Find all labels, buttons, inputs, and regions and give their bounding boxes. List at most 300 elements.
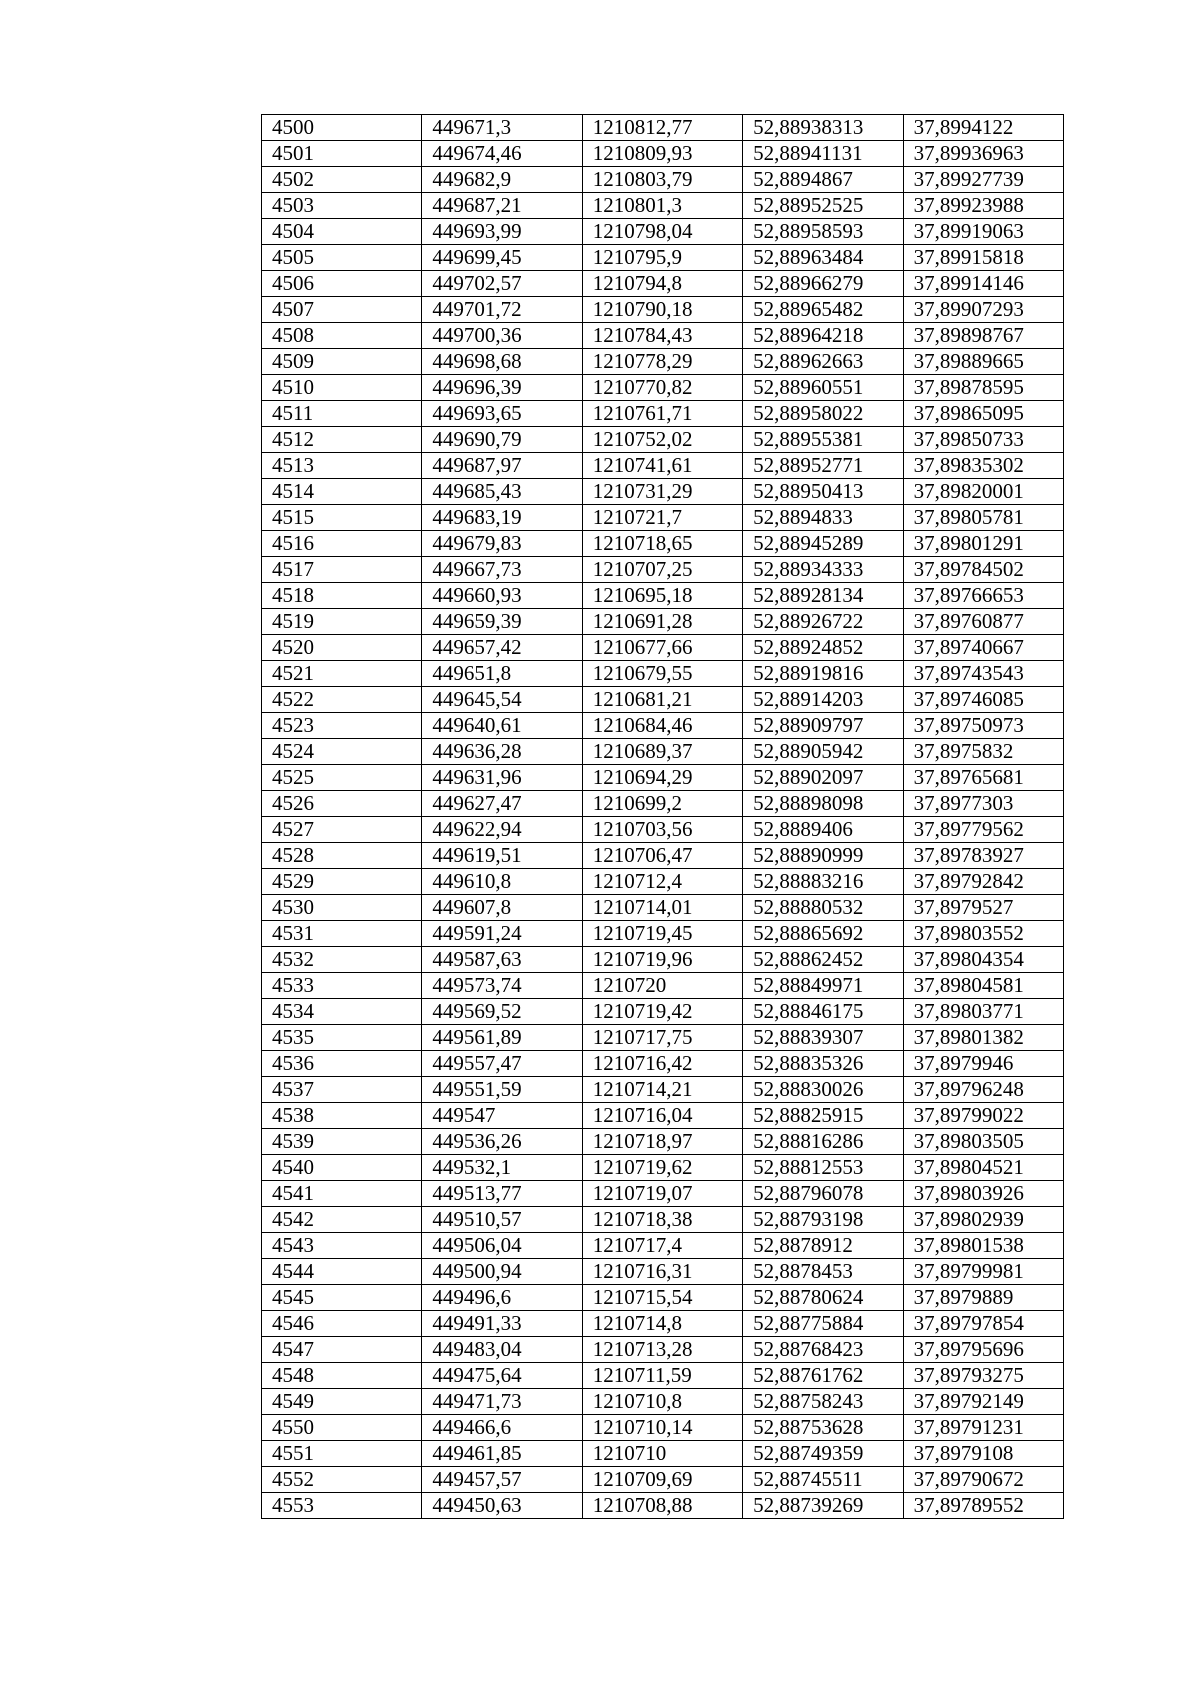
x-coordinate-cell: 449619,51 [422, 843, 582, 869]
y-coordinate-cell: 1210721,7 [582, 505, 742, 531]
x-coordinate-cell: 449622,94 [422, 817, 582, 843]
x-coordinate-cell: 449660,93 [422, 583, 582, 609]
y-coordinate-cell: 1210708,88 [582, 1493, 742, 1519]
x-coordinate-cell: 449671,3 [422, 115, 582, 141]
x-coordinate-cell: 449532,1 [422, 1155, 582, 1181]
latitude-cell: 52,88902097 [743, 765, 903, 791]
y-coordinate-cell: 1210710,8 [582, 1389, 742, 1415]
table-row [262, 687, 1064, 713]
table-row [262, 505, 1064, 531]
x-coordinate-cell: 449496,6 [422, 1285, 582, 1311]
latitude-cell: 52,88965482 [743, 297, 903, 323]
point-number-cell: 4526 [262, 791, 422, 817]
longitude-cell: 37,8979108 [903, 1441, 1063, 1467]
latitude-cell: 52,88880532 [743, 895, 903, 921]
longitude-cell: 37,89791231 [903, 1415, 1063, 1441]
x-coordinate-cell: 449569,52 [422, 999, 582, 1025]
point-number-cell: 4540 [262, 1155, 422, 1181]
latitude-cell: 52,88924852 [743, 635, 903, 661]
y-coordinate-cell: 1210795,9 [582, 245, 742, 271]
longitude-cell: 37,8979889 [903, 1285, 1063, 1311]
latitude-cell: 52,88962663 [743, 349, 903, 375]
latitude-cell: 52,88950413 [743, 479, 903, 505]
latitude-cell: 52,88964218 [743, 323, 903, 349]
latitude-cell: 52,88846175 [743, 999, 903, 1025]
longitude-cell: 37,8975832 [903, 739, 1063, 765]
longitude-cell: 37,89803505 [903, 1129, 1063, 1155]
table-row [262, 453, 1064, 479]
x-coordinate-cell: 449491,33 [422, 1311, 582, 1337]
x-coordinate-cell: 449687,21 [422, 193, 582, 219]
latitude-cell: 52,88934333 [743, 557, 903, 583]
latitude-cell: 52,88825915 [743, 1103, 903, 1129]
longitude-cell: 37,89898767 [903, 323, 1063, 349]
point-number-cell: 4542 [262, 1207, 422, 1233]
longitude-cell: 37,89789552 [903, 1493, 1063, 1519]
longitude-cell: 37,89805781 [903, 505, 1063, 531]
latitude-cell: 52,88955381 [743, 427, 903, 453]
table-row [262, 479, 1064, 505]
table-row [262, 557, 1064, 583]
table-row [262, 999, 1064, 1025]
longitude-cell: 37,89760877 [903, 609, 1063, 635]
point-number-cell: 4517 [262, 557, 422, 583]
latitude-cell: 52,8878912 [743, 1233, 903, 1259]
longitude-cell: 37,89919063 [903, 219, 1063, 245]
table-row [262, 947, 1064, 973]
table-row [262, 1207, 1064, 1233]
longitude-cell: 37,89795696 [903, 1337, 1063, 1363]
table-row [262, 1363, 1064, 1389]
x-coordinate-cell: 449636,28 [422, 739, 582, 765]
point-number-cell: 4545 [262, 1285, 422, 1311]
longitude-cell: 37,89792842 [903, 869, 1063, 895]
latitude-cell: 52,88958022 [743, 401, 903, 427]
y-coordinate-cell: 1210716,31 [582, 1259, 742, 1285]
latitude-cell: 52,88758243 [743, 1389, 903, 1415]
latitude-cell: 52,88796078 [743, 1181, 903, 1207]
y-coordinate-cell: 1210715,54 [582, 1285, 742, 1311]
latitude-cell: 52,8894833 [743, 505, 903, 531]
table-row [262, 1077, 1064, 1103]
longitude-cell: 37,89740667 [903, 635, 1063, 661]
longitude-cell: 37,89743543 [903, 661, 1063, 687]
y-coordinate-cell: 1210784,43 [582, 323, 742, 349]
table-row [262, 1441, 1064, 1467]
y-coordinate-cell: 1210691,28 [582, 609, 742, 635]
table-row [262, 1285, 1064, 1311]
table-row [262, 349, 1064, 375]
longitude-cell: 37,89801382 [903, 1025, 1063, 1051]
table-row [262, 193, 1064, 219]
longitude-cell: 37,89865095 [903, 401, 1063, 427]
latitude-cell: 52,88753628 [743, 1415, 903, 1441]
x-coordinate-cell: 449651,8 [422, 661, 582, 687]
x-coordinate-cell: 449690,79 [422, 427, 582, 453]
table-row [262, 1181, 1064, 1207]
table-row [262, 1415, 1064, 1441]
y-coordinate-cell: 1210714,01 [582, 895, 742, 921]
table-row [262, 219, 1064, 245]
point-number-cell: 4527 [262, 817, 422, 843]
latitude-cell: 52,88919816 [743, 661, 903, 687]
x-coordinate-cell: 449696,39 [422, 375, 582, 401]
y-coordinate-cell: 1210684,46 [582, 713, 742, 739]
y-coordinate-cell: 1210719,45 [582, 921, 742, 947]
y-coordinate-cell: 1210718,38 [582, 1207, 742, 1233]
y-coordinate-cell: 1210778,29 [582, 349, 742, 375]
latitude-cell: 52,88812553 [743, 1155, 903, 1181]
point-number-cell: 4538 [262, 1103, 422, 1129]
latitude-cell: 52,88941131 [743, 141, 903, 167]
x-coordinate-cell: 449687,97 [422, 453, 582, 479]
point-number-cell: 4551 [262, 1441, 422, 1467]
longitude-cell: 37,89803771 [903, 999, 1063, 1025]
x-coordinate-cell: 449674,46 [422, 141, 582, 167]
y-coordinate-cell: 1210689,37 [582, 739, 742, 765]
y-coordinate-cell: 1210707,25 [582, 557, 742, 583]
y-coordinate-cell: 1210790,18 [582, 297, 742, 323]
x-coordinate-cell: 449698,68 [422, 349, 582, 375]
x-coordinate-cell: 449587,63 [422, 947, 582, 973]
y-coordinate-cell: 1210731,29 [582, 479, 742, 505]
point-number-cell: 4534 [262, 999, 422, 1025]
latitude-cell: 52,88835326 [743, 1051, 903, 1077]
point-number-cell: 4520 [262, 635, 422, 661]
latitude-cell: 52,88775884 [743, 1311, 903, 1337]
latitude-cell: 52,88928134 [743, 583, 903, 609]
point-number-cell: 4532 [262, 947, 422, 973]
table-row [262, 375, 1064, 401]
point-number-cell: 4513 [262, 453, 422, 479]
y-coordinate-cell: 1210679,55 [582, 661, 742, 687]
y-coordinate-cell: 1210710,14 [582, 1415, 742, 1441]
y-coordinate-cell: 1210694,29 [582, 765, 742, 791]
y-coordinate-cell: 1210716,42 [582, 1051, 742, 1077]
point-number-cell: 4549 [262, 1389, 422, 1415]
x-coordinate-cell: 449475,64 [422, 1363, 582, 1389]
latitude-cell: 52,88960551 [743, 375, 903, 401]
longitude-cell: 37,89804581 [903, 973, 1063, 999]
y-coordinate-cell: 1210706,47 [582, 843, 742, 869]
x-coordinate-cell: 449513,77 [422, 1181, 582, 1207]
longitude-cell: 37,89803552 [903, 921, 1063, 947]
point-number-cell: 4512 [262, 427, 422, 453]
latitude-cell: 52,88883216 [743, 869, 903, 895]
point-number-cell: 4546 [262, 1311, 422, 1337]
longitude-cell: 37,89936963 [903, 141, 1063, 167]
point-number-cell: 4548 [262, 1363, 422, 1389]
point-number-cell: 4528 [262, 843, 422, 869]
y-coordinate-cell: 1210717,75 [582, 1025, 742, 1051]
table-row [262, 1051, 1064, 1077]
longitude-cell: 37,89799022 [903, 1103, 1063, 1129]
longitude-cell: 37,89850733 [903, 427, 1063, 453]
y-coordinate-cell: 1210703,56 [582, 817, 742, 843]
table-row [262, 297, 1064, 323]
table-row [262, 531, 1064, 557]
x-coordinate-cell: 449700,36 [422, 323, 582, 349]
point-number-cell: 4529 [262, 869, 422, 895]
y-coordinate-cell: 1210681,21 [582, 687, 742, 713]
longitude-cell: 37,89750973 [903, 713, 1063, 739]
point-number-cell: 4519 [262, 609, 422, 635]
latitude-cell: 52,88849971 [743, 973, 903, 999]
y-coordinate-cell: 1210752,02 [582, 427, 742, 453]
table-row [262, 1233, 1064, 1259]
latitude-cell: 52,88938313 [743, 115, 903, 141]
x-coordinate-cell: 449610,8 [422, 869, 582, 895]
longitude-cell: 37,89790672 [903, 1467, 1063, 1493]
x-coordinate-cell: 449693,99 [422, 219, 582, 245]
y-coordinate-cell: 1210712,4 [582, 869, 742, 895]
x-coordinate-cell: 449640,61 [422, 713, 582, 739]
point-number-cell: 4524 [262, 739, 422, 765]
y-coordinate-cell: 1210709,69 [582, 1467, 742, 1493]
y-coordinate-cell: 1210809,93 [582, 141, 742, 167]
point-number-cell: 4516 [262, 531, 422, 557]
x-coordinate-cell: 449631,96 [422, 765, 582, 791]
x-coordinate-cell: 449561,89 [422, 1025, 582, 1051]
y-coordinate-cell: 1210719,07 [582, 1181, 742, 1207]
coordinates-table-body [262, 115, 1064, 1519]
latitude-cell: 52,8894867 [743, 167, 903, 193]
point-number-cell: 4530 [262, 895, 422, 921]
x-coordinate-cell: 449683,19 [422, 505, 582, 531]
y-coordinate-cell: 1210720 [582, 973, 742, 999]
point-number-cell: 4522 [262, 687, 422, 713]
x-coordinate-cell: 449547 [422, 1103, 582, 1129]
latitude-cell: 52,88909797 [743, 713, 903, 739]
y-coordinate-cell: 1210812,77 [582, 115, 742, 141]
table-row [262, 1493, 1064, 1519]
point-number-cell: 4537 [262, 1077, 422, 1103]
point-number-cell: 4503 [262, 193, 422, 219]
table-row [262, 141, 1064, 167]
y-coordinate-cell: 1210719,96 [582, 947, 742, 973]
point-number-cell: 4535 [262, 1025, 422, 1051]
point-number-cell: 4541 [262, 1181, 422, 1207]
latitude-cell: 52,88914203 [743, 687, 903, 713]
table-row [262, 869, 1064, 895]
x-coordinate-cell: 449607,8 [422, 895, 582, 921]
point-number-cell: 4523 [262, 713, 422, 739]
table-row [262, 1311, 1064, 1337]
latitude-cell: 52,88952771 [743, 453, 903, 479]
table-row [262, 739, 1064, 765]
point-number-cell: 4539 [262, 1129, 422, 1155]
point-number-cell: 4552 [262, 1467, 422, 1493]
point-number-cell: 4544 [262, 1259, 422, 1285]
x-coordinate-cell: 449483,04 [422, 1337, 582, 1363]
latitude-cell: 52,88898098 [743, 791, 903, 817]
table-row [262, 661, 1064, 687]
point-number-cell: 4550 [262, 1415, 422, 1441]
point-number-cell: 4505 [262, 245, 422, 271]
longitude-cell: 37,89799981 [903, 1259, 1063, 1285]
longitude-cell: 37,89820001 [903, 479, 1063, 505]
point-number-cell: 4509 [262, 349, 422, 375]
table-row [262, 1129, 1064, 1155]
latitude-cell: 52,88816286 [743, 1129, 903, 1155]
point-number-cell: 4504 [262, 219, 422, 245]
point-number-cell: 4533 [262, 973, 422, 999]
latitude-cell: 52,88793198 [743, 1207, 903, 1233]
x-coordinate-cell: 449682,9 [422, 167, 582, 193]
y-coordinate-cell: 1210717,4 [582, 1233, 742, 1259]
table-row [262, 1467, 1064, 1493]
x-coordinate-cell: 449457,57 [422, 1467, 582, 1493]
latitude-cell: 52,88745511 [743, 1467, 903, 1493]
x-coordinate-cell: 449450,63 [422, 1493, 582, 1519]
longitude-cell: 37,89878595 [903, 375, 1063, 401]
latitude-cell: 52,88768423 [743, 1337, 903, 1363]
point-number-cell: 4514 [262, 479, 422, 505]
y-coordinate-cell: 1210710 [582, 1441, 742, 1467]
longitude-cell: 37,89802939 [903, 1207, 1063, 1233]
point-number-cell: 4547 [262, 1337, 422, 1363]
x-coordinate-cell: 449701,72 [422, 297, 582, 323]
table-row [262, 973, 1064, 999]
y-coordinate-cell: 1210803,79 [582, 167, 742, 193]
longitude-cell: 37,89804354 [903, 947, 1063, 973]
y-coordinate-cell: 1210714,8 [582, 1311, 742, 1337]
longitude-cell: 37,89783927 [903, 843, 1063, 869]
table-row [262, 713, 1064, 739]
x-coordinate-cell: 449557,47 [422, 1051, 582, 1077]
longitude-cell: 37,89746085 [903, 687, 1063, 713]
table-row [262, 427, 1064, 453]
point-number-cell: 4511 [262, 401, 422, 427]
table-row [262, 167, 1064, 193]
latitude-cell: 52,88839307 [743, 1025, 903, 1051]
y-coordinate-cell: 1210713,28 [582, 1337, 742, 1363]
coordinates-table [261, 114, 1064, 1519]
longitude-cell: 37,89803926 [903, 1181, 1063, 1207]
latitude-cell: 52,8878453 [743, 1259, 903, 1285]
table-row [262, 765, 1064, 791]
longitude-cell: 37,89923988 [903, 193, 1063, 219]
latitude-cell: 52,88739269 [743, 1493, 903, 1519]
x-coordinate-cell: 449471,73 [422, 1389, 582, 1415]
longitude-cell: 37,8994122 [903, 115, 1063, 141]
y-coordinate-cell: 1210801,3 [582, 193, 742, 219]
table-row [262, 323, 1064, 349]
latitude-cell: 52,88905942 [743, 739, 903, 765]
latitude-cell: 52,8889406 [743, 817, 903, 843]
y-coordinate-cell: 1210794,8 [582, 271, 742, 297]
table-row [262, 1337, 1064, 1363]
table-row [262, 921, 1064, 947]
longitude-cell: 37,89804521 [903, 1155, 1063, 1181]
x-coordinate-cell: 449699,45 [422, 245, 582, 271]
point-number-cell: 4506 [262, 271, 422, 297]
table-row [262, 817, 1064, 843]
latitude-cell: 52,88761762 [743, 1363, 903, 1389]
point-number-cell: 4500 [262, 115, 422, 141]
point-number-cell: 4553 [262, 1493, 422, 1519]
point-number-cell: 4521 [262, 661, 422, 687]
x-coordinate-cell: 449551,59 [422, 1077, 582, 1103]
table-row [262, 791, 1064, 817]
x-coordinate-cell: 449591,24 [422, 921, 582, 947]
y-coordinate-cell: 1210741,61 [582, 453, 742, 479]
longitude-cell: 37,89801538 [903, 1233, 1063, 1259]
point-number-cell: 4518 [262, 583, 422, 609]
point-number-cell: 4531 [262, 921, 422, 947]
table-row [262, 635, 1064, 661]
table-row [262, 245, 1064, 271]
x-coordinate-cell: 449500,94 [422, 1259, 582, 1285]
y-coordinate-cell: 1210798,04 [582, 219, 742, 245]
y-coordinate-cell: 1210699,2 [582, 791, 742, 817]
longitude-cell: 37,89801291 [903, 531, 1063, 557]
y-coordinate-cell: 1210677,66 [582, 635, 742, 661]
table-row [262, 115, 1064, 141]
point-number-cell: 4543 [262, 1233, 422, 1259]
table-row [262, 1389, 1064, 1415]
longitude-cell: 37,89766653 [903, 583, 1063, 609]
table-row [262, 843, 1064, 869]
point-number-cell: 4501 [262, 141, 422, 167]
longitude-cell: 37,89792149 [903, 1389, 1063, 1415]
y-coordinate-cell: 1210718,97 [582, 1129, 742, 1155]
point-number-cell: 4508 [262, 323, 422, 349]
y-coordinate-cell: 1210716,04 [582, 1103, 742, 1129]
y-coordinate-cell: 1210770,82 [582, 375, 742, 401]
x-coordinate-cell: 449667,73 [422, 557, 582, 583]
latitude-cell: 52,88945289 [743, 531, 903, 557]
table-row [262, 583, 1064, 609]
table-row [262, 895, 1064, 921]
y-coordinate-cell: 1210695,18 [582, 583, 742, 609]
table-row [262, 401, 1064, 427]
y-coordinate-cell: 1210719,62 [582, 1155, 742, 1181]
latitude-cell: 52,88958593 [743, 219, 903, 245]
x-coordinate-cell: 449657,42 [422, 635, 582, 661]
longitude-cell: 37,89907293 [903, 297, 1063, 323]
longitude-cell: 37,89835302 [903, 453, 1063, 479]
point-number-cell: 4510 [262, 375, 422, 401]
x-coordinate-cell: 449645,54 [422, 687, 582, 713]
longitude-cell: 37,89793275 [903, 1363, 1063, 1389]
longitude-cell: 37,89796248 [903, 1077, 1063, 1103]
x-coordinate-cell: 449506,04 [422, 1233, 582, 1259]
point-number-cell: 4515 [262, 505, 422, 531]
latitude-cell: 52,88830026 [743, 1077, 903, 1103]
longitude-cell: 37,89914146 [903, 271, 1063, 297]
longitude-cell: 37,89765681 [903, 765, 1063, 791]
table-row [262, 1259, 1064, 1285]
point-number-cell: 4502 [262, 167, 422, 193]
x-coordinate-cell: 449627,47 [422, 791, 582, 817]
table-row [262, 1103, 1064, 1129]
y-coordinate-cell: 1210761,71 [582, 401, 742, 427]
y-coordinate-cell: 1210718,65 [582, 531, 742, 557]
latitude-cell: 52,88862452 [743, 947, 903, 973]
table-row [262, 271, 1064, 297]
longitude-cell: 37,89784502 [903, 557, 1063, 583]
x-coordinate-cell: 449510,57 [422, 1207, 582, 1233]
latitude-cell: 52,88749359 [743, 1441, 903, 1467]
latitude-cell: 52,88890999 [743, 843, 903, 869]
latitude-cell: 52,88963484 [743, 245, 903, 271]
longitude-cell: 37,8977303 [903, 791, 1063, 817]
y-coordinate-cell: 1210711,59 [582, 1363, 742, 1389]
latitude-cell: 52,88865692 [743, 921, 903, 947]
longitude-cell: 37,8979946 [903, 1051, 1063, 1077]
x-coordinate-cell: 449659,39 [422, 609, 582, 635]
